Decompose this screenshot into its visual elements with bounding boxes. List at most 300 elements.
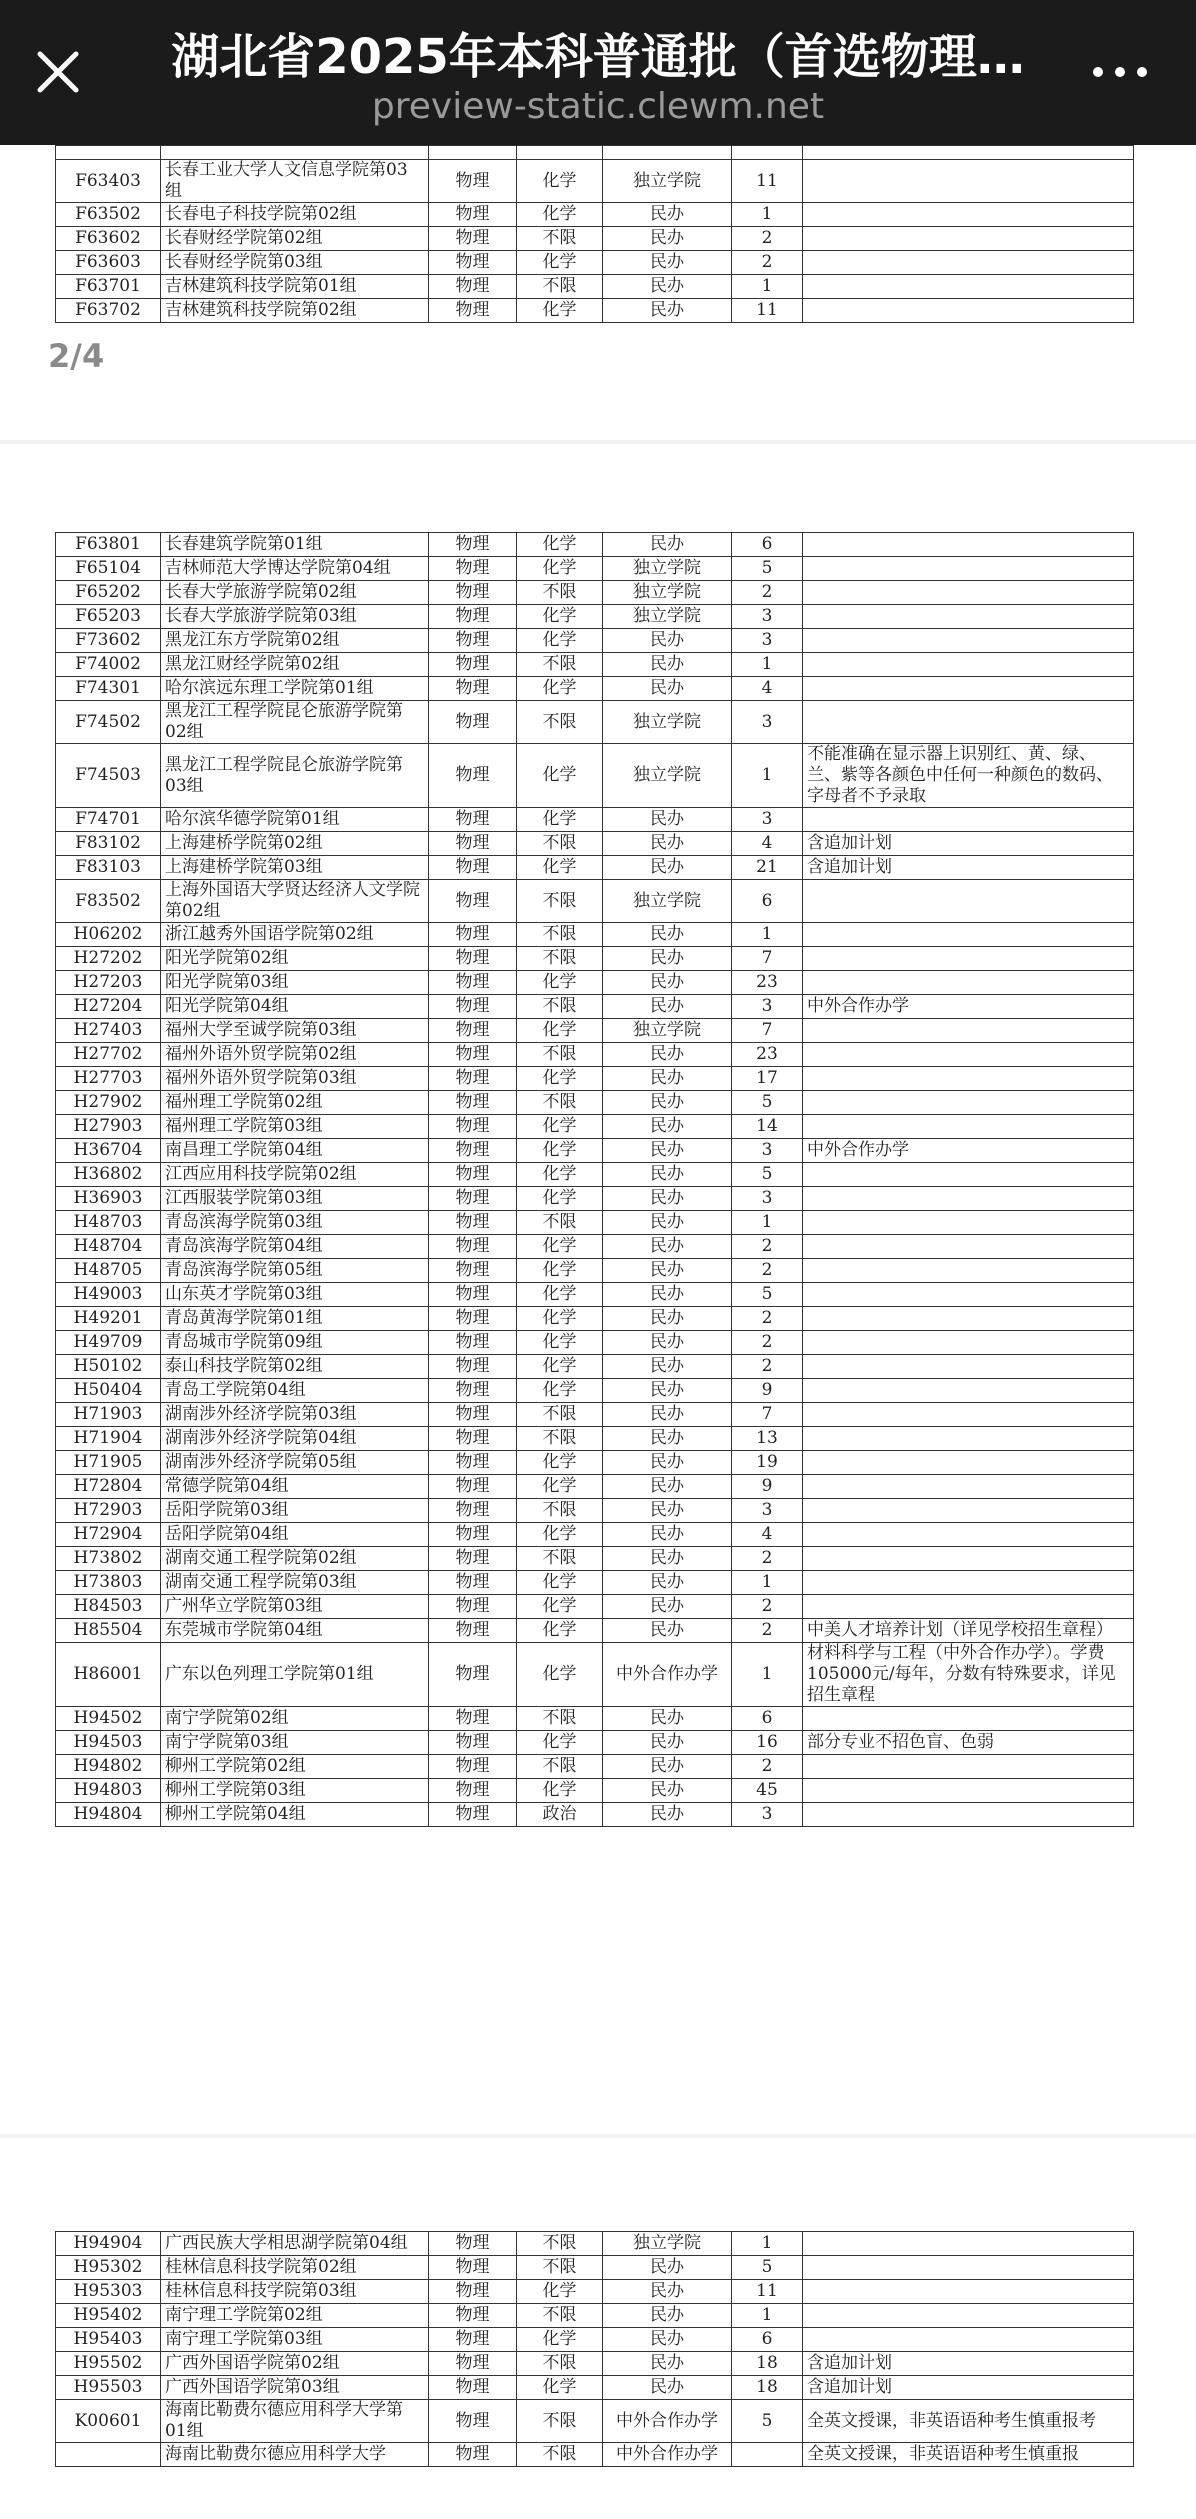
table-row [56,971,1134,995]
cell-plan-count: 1 [732,1643,803,1707]
cell-school-type: 民办 [603,995,732,1019]
cell-plan-count: 2 [732,1619,803,1643]
cell-school-type: 民办 [603,677,732,701]
cell-plan-count: 2 [732,1259,803,1283]
cell-note [803,808,1134,832]
cell-school-type: 中外合作办学 [603,2400,732,2443]
cell-plan-count: 1 [732,653,803,677]
table-row [56,1427,1134,1451]
cell-first-subject: 物理 [429,947,517,971]
cell-name: 上海外国语大学贤达经济人文学院第02组 [161,880,429,923]
cell-plan-count: 14 [732,1115,803,1139]
cell-plan-count: 3 [732,1803,803,1827]
table-row [56,2376,1134,2400]
cell-note [803,1427,1134,1451]
cell-plan-count: 18 [732,2376,803,2400]
cell-plan-count: 1 [732,2304,803,2328]
cell-name: 上海建桥学院第02组 [161,832,429,856]
cell-second-subject: 不限 [517,653,603,677]
cell-first-subject: 物理 [429,1043,517,1067]
cell-plan-count: 4 [732,1523,803,1547]
cell-first-subject: 物理 [429,629,517,653]
cell-second-subject: 不限 [517,1211,603,1235]
cell-name: 江西服装学院第03组 [161,1187,429,1211]
cell-name: 广西外国语学院第02组 [161,2352,429,2376]
cell-plan-count: 1 [732,744,803,808]
cell-name: 哈尔滨远东理工学院第01组 [161,677,429,701]
cell-school-type: 民办 [603,1115,732,1139]
cell-plan-count: 3 [732,1499,803,1523]
table-row [56,744,1134,808]
cell-first-subject: 物理 [429,2280,517,2304]
cell-second-subject: 不限 [517,832,603,856]
cell-note [803,1547,1134,1571]
cell-note [803,2256,1134,2280]
cell-plan-count: 9 [732,1379,803,1403]
cell-school-type: 民办 [603,971,732,995]
cell-second-subject: 化学 [517,1259,603,1283]
cell-code: H72804 [56,1475,161,1499]
cell-note [803,1779,1134,1803]
cell-school-type: 独立学院 [603,605,732,629]
cell-school-type: 民办 [603,1379,732,1403]
cell-plan-count: 5 [732,2256,803,2280]
table-row [56,275,1134,299]
table-row [56,1643,1134,1707]
cell-second-subject: 不限 [517,1427,603,1451]
cell-note [803,227,1134,251]
cell-first-subject: 物理 [429,275,517,299]
cell-second-subject: 化学 [517,1731,603,1755]
cell-note [803,605,1134,629]
cell-name: 长春大学旅游学院第03组 [161,605,429,629]
cell-note [803,1259,1134,1283]
cell-plan-count: 18 [732,2352,803,2376]
cell-name: 湖南涉外经济学院第05组 [161,1451,429,1475]
cell-second-subject: 不限 [517,995,603,1019]
cell-school-type: 民办 [603,1755,732,1779]
cell-note [803,629,1134,653]
cell-code: H27703 [56,1067,161,1091]
cell-name: 广西外国语学院第03组 [161,2376,429,2400]
cell-second-subject: 不限 [517,2232,603,2256]
cell-second-subject: 化学 [517,1235,603,1259]
table-row [56,1595,1134,1619]
cell-second-subject: 化学 [517,1283,603,1307]
cell-plan-count: 11 [732,2280,803,2304]
cell-name: 青岛滨海学院第03组 [161,1211,429,1235]
cell-school-type: 民办 [603,1707,732,1731]
cell-school-type: 独立学院 [603,701,732,744]
cell-first-subject: 物理 [429,880,517,923]
cell-first-subject: 物理 [429,1091,517,1115]
cell-school-type: 民办 [603,2280,732,2304]
cell-second-subject: 不限 [517,2256,603,2280]
table-row [56,1779,1134,1803]
cell-code: H36903 [56,1187,161,1211]
cell-name: 吉林师范大学博达学院第04组 [161,557,429,581]
cell-name: 浙江越秀外国语学院第02组 [161,923,429,947]
table-row [56,146,1134,160]
cell-school-type: 民办 [603,227,732,251]
cell-plan-count: 5 [732,2400,803,2443]
cell-note [803,1067,1134,1091]
cell-note [803,1283,1134,1307]
cell-note [803,2232,1134,2256]
cell-school-type: 民办 [603,1067,732,1091]
cell-plan-count: 3 [732,995,803,1019]
cell-second-subject: 化学 [517,2328,603,2352]
cell-plan-count: 1 [732,923,803,947]
cell-name: 湖南交通工程学院第02组 [161,1547,429,1571]
cell-first-subject: 物理 [429,808,517,832]
cell-code: F63701 [56,275,161,299]
cell-name: 青岛工学院第04组 [161,1379,429,1403]
cell-school-type: 民办 [603,2376,732,2400]
cell-note: 含追加计划 [803,2376,1134,2400]
cell-plan-count: 9 [732,1475,803,1499]
cell-school-type: 民办 [603,1355,732,1379]
cell-first-subject: 物理 [429,1571,517,1595]
cell-code: F83102 [56,832,161,856]
cell-name: 福州大学至诚学院第03组 [161,1019,429,1043]
cell-plan-count: 5 [732,1091,803,1115]
cell-first-subject: 物理 [429,533,517,557]
admission-table-page3 [55,2231,1134,2467]
table-row [56,995,1134,1019]
top-bar [0,0,1196,145]
cell-plan-count: 7 [732,947,803,971]
cell-school-type: 民办 [603,1731,732,1755]
cell-code: H36802 [56,1163,161,1187]
cell-note [803,251,1134,275]
cell-school-type: 民办 [603,1403,732,1427]
cell-second-subject: 化学 [517,1595,603,1619]
cell-note [803,1211,1134,1235]
table-row [56,1803,1134,1827]
cell-second-subject: 化学 [517,1355,603,1379]
cell-code: F74502 [56,701,161,744]
cell-note [803,677,1134,701]
cell-code: F83103 [56,856,161,880]
cell-first-subject: 物理 [429,1067,517,1091]
table-row [56,808,1134,832]
cell-note [803,299,1134,323]
cell-second-subject: 化学 [517,1643,603,1707]
cell-second-subject: 化学 [517,160,603,203]
cell-code: K00601 [56,2400,161,2443]
cell-school-type: 民办 [603,299,732,323]
cell-note [803,1043,1134,1067]
cell-note [803,1595,1134,1619]
cell-name: 黑龙江工程学院昆仑旅游学院第03组 [161,744,429,808]
cell-code: H94502 [56,1707,161,1731]
cell-second-subject: 不限 [517,275,603,299]
cell-first-subject: 物理 [429,1115,517,1139]
table-row [56,1139,1134,1163]
cell-note [803,1451,1134,1475]
cell-name: 长春财经学院第03组 [161,251,429,275]
cell-plan-count: 2 [732,251,803,275]
cell-note: 材料科学与工程（中外合作办学）。学费105000元/每年，分数有特殊要求，详见招生章程 [803,1643,1134,1707]
cell-note [803,880,1134,923]
cell-second-subject: 化学 [517,1475,603,1499]
cell-plan-count: 6 [732,2328,803,2352]
cell-second-subject: 化学 [517,1331,603,1355]
cell-second-subject: 不限 [517,1547,603,1571]
cell-name: 南宁学院第02组 [161,1707,429,1731]
cell-name: 广东以色列理工学院第01组 [161,1643,429,1707]
more-options-button[interactable] [1080,52,1160,92]
cell-name: 长春大学旅游学院第02组 [161,581,429,605]
cell-first-subject: 物理 [429,1259,517,1283]
cell-code: F63602 [56,227,161,251]
cell-second-subject: 化学 [517,677,603,701]
cell-first-subject: 物理 [429,2304,517,2328]
cell-code: H27203 [56,971,161,995]
cell-first-subject: 物理 [429,1643,517,1707]
table-row [56,2328,1134,2352]
table-row [56,1547,1134,1571]
cell-first-subject: 物理 [429,1379,517,1403]
cell-first-subject: 物理 [429,677,517,701]
cell-note [803,923,1134,947]
cell-note [803,2328,1134,2352]
cell-note [803,1755,1134,1779]
cell-school-type: 民办 [603,1235,732,1259]
cell-code: H95403 [56,2328,161,2352]
cell-code: H48705 [56,1259,161,1283]
close-button[interactable] [30,40,86,104]
document-page-3 [0,2138,1196,2519]
cell-name: 东莞城市学院第04组 [161,1619,429,1643]
cell-plan-count: 7 [732,1019,803,1043]
cell-code: H27702 [56,1043,161,1067]
cell-name: 广西民族大学相思湖学院第04组 [161,2232,429,2256]
cell-plan-count: 21 [732,856,803,880]
cell-school-type: 民办 [603,1499,732,1523]
page-indicator: 2/4 [48,337,105,375]
table-row [56,880,1134,923]
table-row [56,299,1134,323]
cell-school-type: 民办 [603,2304,732,2328]
cell-name: 海南比勒费尔德应用科学大学 [161,2443,429,2467]
cell-name: 桂林信息科技学院第03组 [161,2280,429,2304]
cell-first-subject: 物理 [429,1427,517,1451]
cell-note [803,1331,1134,1355]
cell-note [803,1307,1134,1331]
cell-second-subject: 化学 [517,557,603,581]
cell-plan-count: 1 [732,1211,803,1235]
cell-note [803,1475,1134,1499]
cell-plan-count: 6 [732,533,803,557]
cell-note: 部分专业不招色盲、色弱 [803,1731,1134,1755]
cell-name: 黑龙江财经学院第02组 [161,653,429,677]
cell-school-type: 民办 [603,1139,732,1163]
cell-name: 青岛城市学院第09组 [161,1331,429,1355]
cell-first-subject: 物理 [429,2328,517,2352]
table-row [56,1755,1134,1779]
cell-note [803,653,1134,677]
cell-note [803,1163,1134,1187]
cell-school-type: 民办 [603,1163,732,1187]
cell-first-subject: 物理 [429,971,517,995]
cell-note [803,1523,1134,1547]
cell-plan-count: 6 [732,880,803,923]
cell-school-type: 独立学院 [603,744,732,808]
cell-code: F65104 [56,557,161,581]
cell-note [803,1571,1134,1595]
cell-name: 吉林建筑科技学院第02组 [161,299,429,323]
cell-plan-count: 23 [732,1043,803,1067]
cell-note [803,1235,1134,1259]
cell-plan-count: 3 [732,629,803,653]
cell-second-subject: 化学 [517,629,603,653]
cell-first-subject: 物理 [429,1803,517,1827]
cell-second-subject: 不限 [517,923,603,947]
cell-code: H27902 [56,1091,161,1115]
cell-first-subject: 物理 [429,1235,517,1259]
cell-code: H06202 [56,923,161,947]
cell-first-subject: 物理 [429,1451,517,1475]
close-icon [36,50,80,94]
cell-name: 阳光学院第03组 [161,971,429,995]
more-icon [1090,65,1150,79]
cell-code: H50102 [56,1355,161,1379]
cell-code: H95302 [56,2256,161,2280]
table-row [56,701,1134,744]
cell-note [803,581,1134,605]
table-row [56,1451,1134,1475]
cell-code: F74701 [56,808,161,832]
cell-second-subject: 化学 [517,299,603,323]
cell-plan-count: 1 [732,203,803,227]
cell-code: H73802 [56,1547,161,1571]
cell-plan-count: 2 [732,1755,803,1779]
cell-code: H71904 [56,1427,161,1451]
cell-second-subject: 化学 [517,1571,603,1595]
table-row [56,1259,1134,1283]
cell-second-subject: 化学 [517,744,603,808]
cell-note [803,160,1134,203]
admission-table-page1 [55,145,1134,323]
document-page-2 [0,444,1196,2134]
cell-school-type: 民办 [603,251,732,275]
cell-first-subject: 物理 [429,923,517,947]
cell-code: H27202 [56,947,161,971]
cell-code: H94802 [56,1755,161,1779]
cell-school-type: 民办 [603,808,732,832]
cell-name: 青岛滨海学院第05组 [161,1259,429,1283]
table-row [56,1475,1134,1499]
cell-first-subject: 物理 [429,1707,517,1731]
cell-school-type: 独立学院 [603,2232,732,2256]
cell-code: H72904 [56,1523,161,1547]
cell-first-subject: 物理 [429,653,517,677]
table-row [56,1331,1134,1355]
cell-plan-count: 6 [732,1707,803,1731]
cell-school-type: 独立学院 [603,880,732,923]
cell-first-subject: 物理 [429,2256,517,2280]
cell-code: H49003 [56,1283,161,1307]
table-row [56,1619,1134,1643]
cell-name: 山东英才学院第03组 [161,1283,429,1307]
cell-second-subject: 不限 [517,581,603,605]
cell-first-subject: 物理 [429,1475,517,1499]
cell-note [803,947,1134,971]
cell-first-subject: 物理 [429,1755,517,1779]
cell-school-type: 独立学院 [603,581,732,605]
cell-second-subject: 化学 [517,971,603,995]
cell-name: 柳州工学院第03组 [161,1779,429,1803]
cell-code: F65202 [56,581,161,605]
cell-first-subject: 物理 [429,251,517,275]
cell-first-subject: 物理 [429,1019,517,1043]
cell-code: H49201 [56,1307,161,1331]
cell-first-subject: 物理 [429,160,517,203]
cell-second-subject: 化学 [517,1307,603,1331]
table-row [56,947,1134,971]
table-row [56,1283,1134,1307]
cell-plan-count: 2 [732,581,803,605]
cell-code: F83502 [56,880,161,923]
cell-plan-count [732,2443,803,2467]
cell-name: 湖南交通工程学院第03组 [161,1571,429,1595]
cell-school-type: 民办 [603,923,732,947]
cell-note [803,701,1134,744]
cell-name: 江西应用科技学院第02组 [161,1163,429,1187]
table-row [56,1403,1134,1427]
cell-first-subject: 物理 [429,2400,517,2443]
cell-code: H72903 [56,1499,161,1523]
cell-second-subject: 不限 [517,1403,603,1427]
table-row [56,1731,1134,1755]
cell-school-type: 民办 [603,1619,732,1643]
cell-first-subject: 物理 [429,1403,517,1427]
cell-plan-count: 11 [732,160,803,203]
cell-plan-count: 11 [732,299,803,323]
cell-name: 长春电子科技学院第02组 [161,203,429,227]
table-row [56,923,1134,947]
table-row [56,1163,1134,1187]
table-row [56,160,1134,203]
cell-school-type: 民办 [603,275,732,299]
document-page-1 [0,145,1196,440]
cell-note [803,557,1134,581]
table-row [56,203,1134,227]
table-row [56,251,1134,275]
table-row [56,1307,1134,1331]
cell-code: H27403 [56,1019,161,1043]
cell-school-type: 民办 [603,1523,732,1547]
cell-first-subject: 物理 [429,2376,517,2400]
cell-plan-count: 1 [732,1571,803,1595]
cell-plan-count: 2 [732,1235,803,1259]
cell-plan-count: 2 [732,1331,803,1355]
table-row [56,1235,1134,1259]
cell-plan-count: 16 [732,1731,803,1755]
cell-name: 岳阳学院第04组 [161,1523,429,1547]
cell-note: 全英文授课，非英语语种考生慎重报考 [803,2400,1134,2443]
cell-first-subject: 物理 [429,581,517,605]
cell-name: 长春工业大学人文信息学院第03组 [161,160,429,203]
cell-name: 海南比勒费尔德应用科学大学第01组 [161,2400,429,2443]
cell-second-subject: 化学 [517,1067,603,1091]
cell-school-type: 民办 [603,203,732,227]
cell-second-subject: 不限 [517,1755,603,1779]
cell-school-type: 民办 [603,1595,732,1619]
cell-second-subject: 化学 [517,533,603,557]
